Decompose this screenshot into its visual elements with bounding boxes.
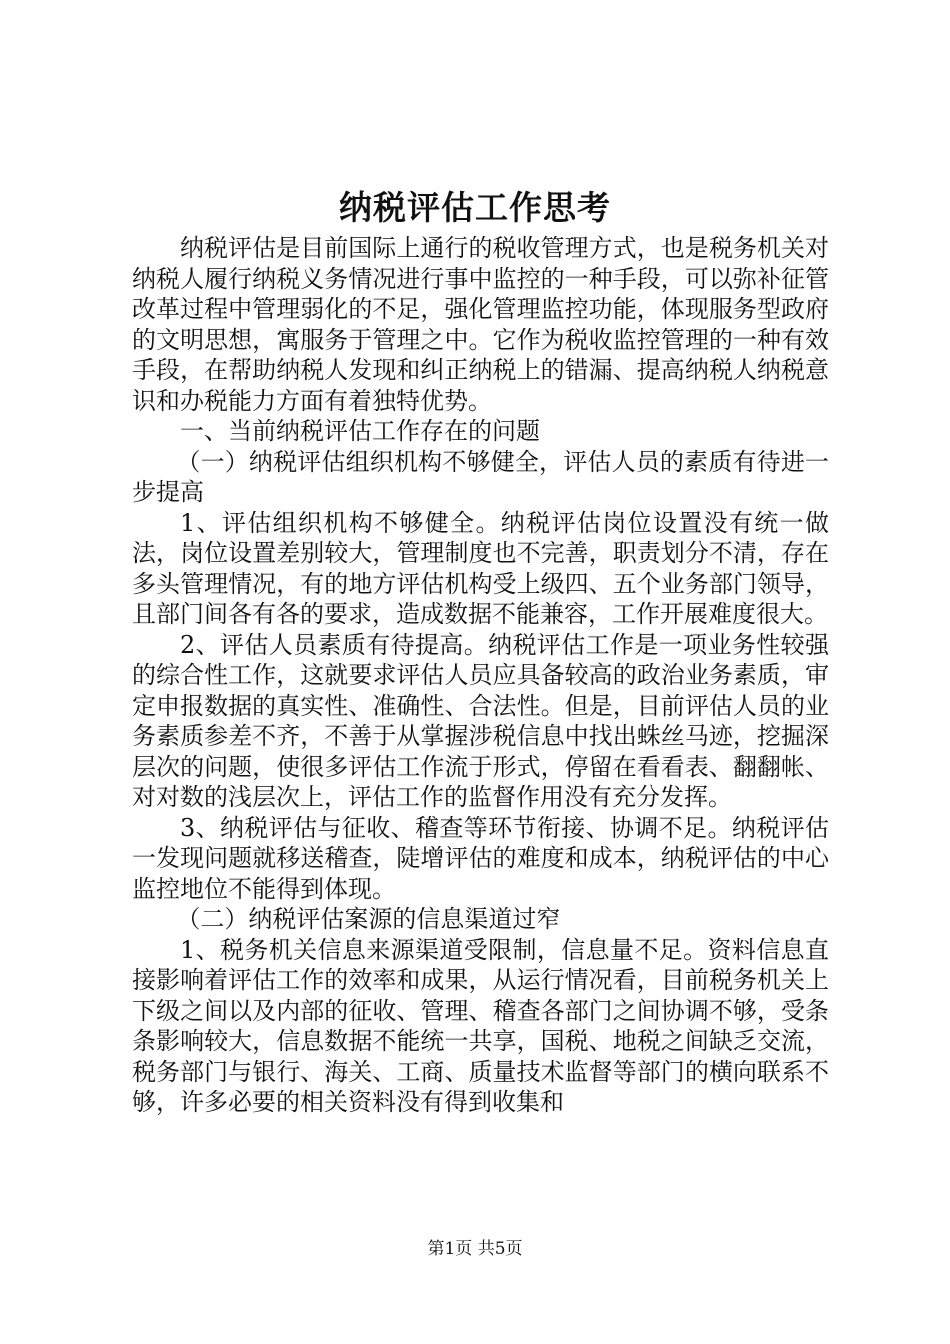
section-heading-1: 一、当前纳税评估工作存在的问题 [180,417,540,445]
intro-paragraph: 纳税评估是目前国际上通行的税收管理方式，也是税务机关对纳税人履行纳税义务情况进行事中监控的一种手段，可以弥补征管改革过程中管理弱化的不足，强化管理监控功能，体现服务型政府的文明思想，寓服务于管理之中。它作为税收监控管理的一种有效手段，在帮助纳税人发现和纠正纳税上的错漏、提高纳税人纳税意识和办税能力方面有着独特优势。 [132,234,829,415]
point-paragraph-2: 2、评估人员素质有待提高。纳税评估工作是一项业务性较强的综合性工作，这就要求评估人员应具备较高的政治业务素质，审定申报数据的真实性、准确性、合法性。但是，目前评估人员的业务素质参差不齐，不善于从掌握涉税信息中找出蛛丝马迹，挖掘深层次的问题，使很多评估工作流于形式，停留在看看表、翻翻帐、对对数的浅层次上，评估工作的监督作用没有充分发挥。 [132,630,829,811]
point-paragraph-4: 1、税务机关信息来源渠道受限制，信息量不足。资料信息直接影响着评估工作的效率和成果，从运行情况看，目前税务机关上下级之间以及内部的征收、管理、稽查各部门之间协调不够，受条条影响较大，信息数据不能统一共享，国税、地税之间缺乏交流，税务部门与银行、海关、工商、质量技术监督等部门的横向联系不够，许多必要的相关资料没有得到收集和 [132,935,829,1116]
subsection-heading-2: （二）纳税评估案源的信息渠道过窄 [176,905,561,933]
point-paragraph-3: 3、纳税评估与征收、稽查等环节衔接、协调不足。纳税评估一发现问题就移送稽查，陡增评估的难度和成本，纳税评估的中心监控地位不能得到体现。 [132,813,829,903]
page-footer: 第1页 共5页 [427,1239,523,1259]
point-paragraph-1: 1、评估组织机构不够健全。纳税评估岗位设置没有统一做法，岗位设置差别较大，管理制度也不完善，职责划分不清，存在多头管理情况，有的地方评估机构受上级四、五个业务部门领导，且部门间各有各的要求，造成数据不能兼容，工作开展难度很大。 [132,508,829,628]
document-title: 纳税评估工作思考 [339,188,611,227]
document-body [132,233,829,1118]
subsection-heading-1: （一）纳税评估组织机构不够健全，评估人员的素质有待进一步提高 [132,447,829,506]
